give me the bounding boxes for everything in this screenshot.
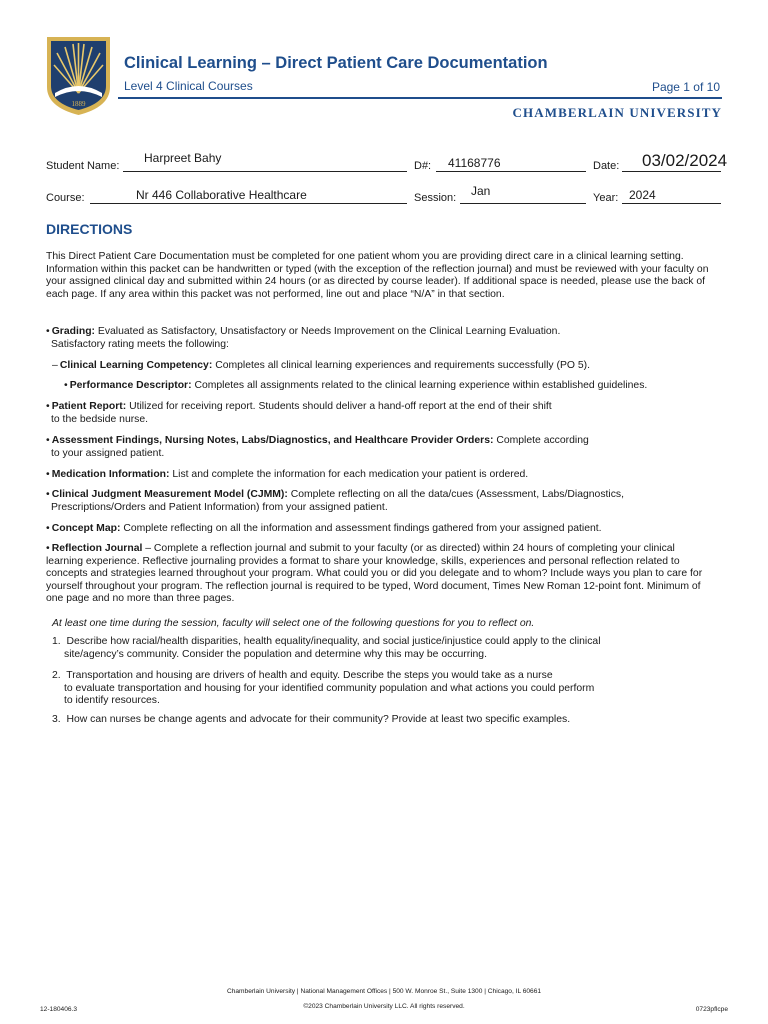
concept-text: Complete reflecting on all the information and assessment findings gathered from your assigned patient. xyxy=(123,523,602,534)
question-2-text-2: to evaluate transportation and housing for your identified community population and what actions you could perform xyxy=(64,682,595,694)
directions-intro: This Direct Patient Care Documentation must be completed for one patient whom you are providing direct care in a clinical learning setting. Information within this packet can be handwritten or typed (with the exception of the reflection journal) and must be reviewed with your faculty on your assigned clinical day and submitted within 24 hours (or as directed by course leader). If additional space is needed, please use the back of each page. If any area within this packet was not performed, line out and place “N/A” in that section. xyxy=(46,251,709,300)
question-2-text-3: to identify resources. xyxy=(64,695,160,707)
course-value: Nr 446 Collaborative Healthcare xyxy=(136,188,307,202)
year-value: 2024 xyxy=(629,188,656,202)
date-label: Date: xyxy=(593,160,620,172)
header-divider xyxy=(118,97,722,99)
medication-text: List and complete the information for each medication your patient is ordered. xyxy=(172,469,529,480)
year-label: Year: xyxy=(593,192,619,204)
assessment-item: • Assessment Findings, Nursing Notes, Labs/Diagnostics, and Healthcare Provider Orders: Complete according to your assigned patient. xyxy=(46,435,589,459)
session-label: Session: xyxy=(414,192,457,204)
directions-heading: DIRECTIONS xyxy=(46,221,133,237)
competency-term: Clinical Learning Competency: xyxy=(59,360,213,371)
cjmm-text-2: Prescriptions/Orders and Patient Information) from your assigned patient. xyxy=(51,501,388,513)
d-number-field[interactable] xyxy=(436,171,586,172)
d-number-label: D#: xyxy=(414,160,432,172)
concept-map-item: • Concept Map: Complete reflecting on all the information and assessment findings gathered from your assigned patient. xyxy=(46,523,602,534)
descriptor-item: • Performance Descriptor: Completes all assignments related to the clinical learning experience within established guidelines. xyxy=(64,380,648,391)
grading-term: Grading: xyxy=(51,326,96,337)
report-text-2: to the bedside nurse. xyxy=(51,413,149,425)
question-3-number: 3. xyxy=(52,714,61,725)
logo-year: 1889 xyxy=(71,100,86,108)
question-2 xyxy=(52,670,722,708)
concept-term: Concept Map: xyxy=(51,523,121,534)
report-term: Patient Report: xyxy=(51,401,127,412)
question-3-text: How can nurses be change agents and advocate for their community? Provide at least two specific examples. xyxy=(66,714,571,725)
medication-term: Medication Information: xyxy=(51,469,170,480)
reflection-journal-item: • Reflection Journal – Complete a reflection journal and submit to your faculty (or as directed) within 24 hours of completing your clinical learning experience. Reflective journaling provides a format to share your knowledge, skills, experiences and personal reflection related to concepts and strategies learned throughout your program. What could you or did you delegate and to whom? Include ways you plan to care for yourself throughout your program. The reflection journal is required to be typed, Word document, Times New Roman 12-point font. Minimum of one page and no more than three pages. xyxy=(46,543,703,605)
document-title: Clinical Learning – Direct Patient Care Documentation xyxy=(124,54,548,72)
page-number: Page 1 of 10 xyxy=(651,80,720,94)
report-text: Utilized for receiving report. Students should deliver a hand-off report at the end of their shift xyxy=(129,401,552,412)
d-number-value: 41168776 xyxy=(448,156,501,170)
reflect-note xyxy=(52,618,722,631)
assessment-term: Assessment Findings, Nursing Notes, Labs/Diagnostics, and Healthcare Provider Orders: xyxy=(51,435,494,446)
question-3 xyxy=(52,714,722,727)
competency-item: – Clinical Learning Competency: Completes all clinical learning experiences and requirements successfully (PO 5). xyxy=(52,360,590,371)
question-1-number: 1. xyxy=(52,636,61,647)
student-name-value: Harpreet Bahy xyxy=(144,151,222,165)
grading-text: Evaluated as Satisfactory, Unsatisfactory or Needs Improvement on the Clinical Learning Evaluation. xyxy=(97,326,561,337)
course-field[interactable] xyxy=(90,203,407,204)
university-shield-logo xyxy=(45,35,112,117)
cjmm-item: • Clinical Judgment Measurement Model (CJMM): Complete reflecting on all the data/cues (Assessment, Labs/Diagnostics, Prescriptions/Orders and Patient Information) from your assigned patient. xyxy=(46,489,624,513)
session-value: Jan xyxy=(471,184,491,198)
reflection-term: Reflection Journal xyxy=(51,543,143,554)
patient-report-item: • Patient Report: Utilized for receiving report. Students should deliver a hand-off report at the end of their shift to the bedside nurse. xyxy=(46,401,552,425)
assessment-text: Complete according xyxy=(496,435,589,446)
grading-item: • Grading: Evaluated as Satisfactory, Unsatisfactory or Needs Improvement on the Clinical Learning Evaluation. Satisfactory rating meets the following: xyxy=(46,326,561,350)
medication-item: • Medication Information: List and complete the information for each medication your patient is ordered. xyxy=(46,469,529,480)
footer-address: Chamberlain University | National Management Offices | 500 W. Monroe St., Suite 1300 | Chicago, IL 60661 xyxy=(226,988,542,995)
competency-text: Completes all clinical learning experiences and requirements successfully (PO 5). xyxy=(215,360,590,371)
student-name-field[interactable] xyxy=(123,171,407,172)
date-value: 03/02/2024 xyxy=(642,151,728,170)
course-label: Course: xyxy=(46,192,85,204)
question-1-text-2: site/agency’s community. Consider the population and determine why this may be occurring. xyxy=(64,648,487,660)
footer-right-code: 0723pflcpe xyxy=(695,1006,728,1013)
footer-copyright: ©2023 Chamberlain University LLC. All rights reserved. xyxy=(303,1003,465,1010)
footer-left-code: 12-180406.3 xyxy=(40,1006,78,1013)
question-2-number: 2. xyxy=(52,670,61,681)
question-2-text: Transportation and housing are drivers of health and equity. Describe the steps you would take as a nurse xyxy=(66,670,553,681)
question-1-text: Describe how racial/health disparities, health equality/inequality, and social justice/injustice could apply to the clinical xyxy=(66,636,601,647)
question-1 xyxy=(52,636,722,661)
date-field[interactable] xyxy=(622,171,721,172)
year-field[interactable] xyxy=(622,203,721,204)
descriptor-text: Completes all assignments related to the clinical learning experience within established guidelines. xyxy=(194,380,648,391)
grading-text-2: Satisfactory rating meets the following: xyxy=(51,338,229,350)
student-name-label: Student Name: xyxy=(46,160,120,172)
session-field[interactable] xyxy=(460,203,586,204)
cjmm-term: Clinical Judgment Measurement Model (CJMM): xyxy=(51,489,288,500)
assessment-text-2: to your assigned patient. xyxy=(51,447,165,459)
descriptor-term: Performance Descriptor: xyxy=(69,380,192,391)
document-subtitle: Level 4 Clinical Courses xyxy=(124,79,253,93)
reflection-text: – Complete a reflection journal and submit to your faculty (or as directed) within 24 hours of completing your clinical learning experience. Reflective journaling provides a format to share your knowledge, skills, experiences and personal reflection related to concepts and strategies learned throughout your program. What could you or did you delegate and to whom? Include ways you plan to care for yourself throughout your program. The reflection journal is required to be typed, Word document, Times New Roman 12-point font. Minimum of one page and no more than three pages. xyxy=(46,543,703,605)
university-wordmark: CHAMBERLAIN UNIVERSITY xyxy=(512,105,722,120)
reflect-note-text: At least one time during the session, faculty will select one of the following questions for you to reflect on. xyxy=(52,618,535,629)
cjmm-text: Complete reflecting on all the data/cues (Assessment, Labs/Diagnostics, xyxy=(290,489,624,500)
